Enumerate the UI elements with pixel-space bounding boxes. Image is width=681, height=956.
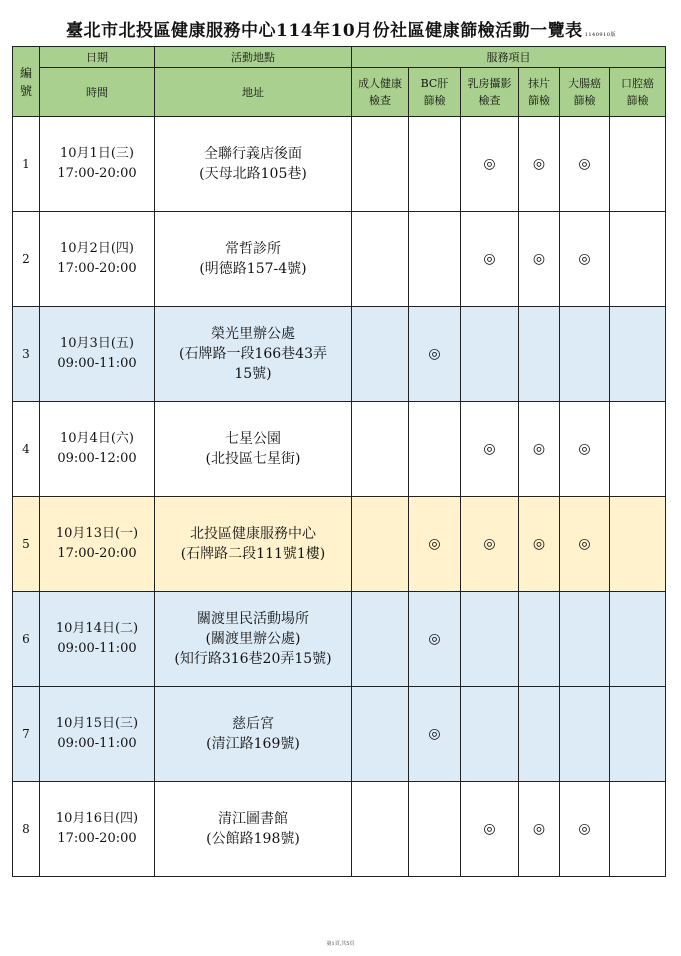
- schedule-rows: [13, 117, 666, 877]
- service-cell-colorectal: [560, 782, 610, 877]
- available-mark-icon: ◎: [483, 821, 496, 837]
- table-row: [13, 782, 666, 877]
- row-venue: [155, 307, 352, 402]
- row-number: 7: [13, 687, 40, 782]
- available-mark-icon: ◎: [578, 441, 591, 457]
- venue-address-line: (北投區七星街): [205, 451, 301, 467]
- row-number: 3: [13, 307, 40, 402]
- service-cell-oral-cancer: [610, 687, 666, 782]
- row-number: 5: [13, 497, 40, 592]
- service-cell-colorectal: [560, 402, 610, 497]
- venue-name: 慈后宮: [232, 716, 274, 732]
- row-number: 4: [13, 402, 40, 497]
- service-cell-adult-checkup: [352, 687, 409, 782]
- row-date: 10月13日(一): [55, 526, 139, 541]
- service-cell-mammography: [461, 687, 519, 782]
- header-date: 日期: [40, 47, 155, 68]
- service-cell-hepatitis-bc: [409, 782, 461, 877]
- table-row: [13, 497, 666, 592]
- available-mark-icon: ◎: [428, 536, 441, 552]
- available-mark-icon: ◎: [428, 346, 441, 362]
- row-date: 10月1日(三): [60, 146, 134, 161]
- venue-name: 榮光里辦公處: [211, 326, 295, 342]
- available-mark-icon: ◎: [483, 251, 496, 267]
- table-row: [13, 592, 666, 687]
- row-time: 17:00-20:00: [57, 546, 137, 561]
- service-cell-adult-checkup: [352, 117, 409, 212]
- header-service-mammography: 乳房攝影檢查: [461, 68, 519, 117]
- row-date: 10月14日(二): [55, 621, 139, 636]
- header-service-hepatitis-bc: BC肝篩檢: [409, 68, 461, 117]
- service-cell-pap-smear: [519, 592, 560, 687]
- row-venue: [155, 117, 352, 212]
- row-datetime: [40, 117, 155, 212]
- available-mark-icon: ◎: [532, 536, 546, 552]
- service-cell-hepatitis-bc: [409, 212, 461, 307]
- service-cell-pap-smear: [519, 402, 560, 497]
- row-venue: [155, 687, 352, 782]
- row-datetime: [40, 782, 155, 877]
- available-mark-icon: ◎: [578, 251, 591, 267]
- service-cell-colorectal: [560, 687, 610, 782]
- service-cell-oral-cancer: [610, 212, 666, 307]
- service-cell-oral-cancer: [610, 782, 666, 877]
- available-mark-icon: ◎: [532, 441, 546, 457]
- service-cell-pap-smear: [519, 307, 560, 402]
- row-date: 10月16日(四): [55, 811, 139, 826]
- service-cell-mammography: [461, 592, 519, 687]
- row-datetime: [40, 497, 155, 592]
- service-cell-adult-checkup: [352, 592, 409, 687]
- row-datetime: [40, 307, 155, 402]
- venue-address-line: (明德路157-4號): [199, 261, 307, 277]
- service-cell-oral-cancer: [610, 592, 666, 687]
- service-cell-oral-cancer: [610, 402, 666, 497]
- venue-address-line: (公館路198號): [206, 831, 300, 847]
- service-cell-pap-smear: [519, 687, 560, 782]
- row-time: 17:00-20:00: [57, 261, 137, 276]
- service-cell-adult-checkup: [352, 782, 409, 877]
- row-number: 8: [13, 782, 40, 877]
- available-mark-icon: ◎: [532, 251, 546, 267]
- available-mark-icon: ◎: [483, 536, 496, 552]
- service-cell-pap-smear: [519, 212, 560, 307]
- service-cell-oral-cancer: [610, 497, 666, 592]
- row-datetime: [40, 402, 155, 497]
- row-number: 2: [13, 212, 40, 307]
- page-footer: 第1頁,共5頁: [326, 941, 355, 947]
- available-mark-icon: ◎: [578, 156, 591, 172]
- row-venue: [155, 497, 352, 592]
- row-venue: [155, 592, 352, 687]
- venue-address-line: (清江路169號): [206, 736, 300, 752]
- available-mark-icon: ◎: [578, 536, 591, 552]
- row-time: 17:00-20:00: [57, 831, 137, 846]
- row-date: 10月15日(三): [55, 716, 139, 731]
- service-cell-adult-checkup: [352, 307, 409, 402]
- header-number: [13, 47, 40, 117]
- schedule-table: [12, 46, 666, 877]
- row-venue: [155, 782, 352, 877]
- table-row: [13, 117, 666, 212]
- service-cell-hepatitis-bc: [409, 307, 461, 402]
- service-cell-mammography: [461, 782, 519, 877]
- venue-address-line: (石牌路一段166巷43弄: [179, 346, 327, 362]
- service-cell-mammography: [461, 497, 519, 592]
- row-date: 10月3日(五): [60, 336, 134, 351]
- row-date: 10月4日(六): [60, 431, 134, 446]
- table-row: [13, 402, 666, 497]
- service-cell-colorectal: [560, 117, 610, 212]
- header-address: 地址: [155, 68, 352, 117]
- service-cell-pap-smear: [519, 497, 560, 592]
- header-service-pap-smear: 抹片篩檢: [519, 68, 560, 117]
- service-cell-oral-cancer: [610, 307, 666, 402]
- service-cell-adult-checkup: [352, 402, 409, 497]
- row-time: 17:00-20:00: [57, 166, 137, 181]
- venue-address-line: (天母北路105巷): [199, 166, 307, 182]
- service-cell-hepatitis-bc: [409, 592, 461, 687]
- header-services: 服務項目: [352, 47, 666, 68]
- venue-address-line: (關渡里辦公處): [205, 631, 301, 647]
- service-cell-colorectal: [560, 212, 610, 307]
- header-time: 時間: [40, 68, 155, 117]
- service-cell-adult-checkup: [352, 497, 409, 592]
- service-cell-mammography: [461, 117, 519, 212]
- service-cell-mammography: [461, 212, 519, 307]
- venue-address-line: (石牌路二段111號1樓): [180, 546, 326, 562]
- service-cell-oral-cancer: [610, 117, 666, 212]
- available-mark-icon: ◎: [532, 821, 546, 837]
- title-text: 臺北市北投區健康服務中心114年10月份社區健康篩檢活動一覽表: [66, 21, 583, 41]
- available-mark-icon: ◎: [483, 441, 496, 457]
- header-service-colorectal: 大腸癌篩檢: [560, 68, 610, 117]
- venue-name: 常哲診所: [225, 241, 281, 257]
- row-date: 10月2日(四): [60, 241, 134, 256]
- row-venue: [155, 212, 352, 307]
- row-time: 09:00-11:00: [57, 736, 137, 751]
- row-datetime: [40, 687, 155, 782]
- available-mark-icon: ◎: [428, 631, 441, 647]
- header-venue: 活動地點: [155, 47, 352, 68]
- service-cell-hepatitis-bc: [409, 117, 461, 212]
- venue-name: 關渡里民活動場所: [197, 611, 309, 627]
- service-cell-adult-checkup: [352, 212, 409, 307]
- row-venue: [155, 402, 352, 497]
- row-datetime: [40, 212, 155, 307]
- service-cell-mammography: [461, 402, 519, 497]
- service-cell-colorectal: [560, 592, 610, 687]
- available-mark-icon: ◎: [428, 726, 441, 742]
- header-number-label: 編號: [19, 65, 32, 98]
- row-time: 09:00-11:00: [57, 356, 137, 371]
- venue-address-line: 15號): [234, 366, 272, 382]
- service-cell-hepatitis-bc: [409, 402, 461, 497]
- service-cell-colorectal: [560, 497, 610, 592]
- venue-name: 清江圖書館: [218, 811, 288, 827]
- service-cell-mammography: [461, 307, 519, 402]
- table-row: [13, 687, 666, 782]
- version-label: 1140910版: [584, 32, 616, 38]
- service-cell-pap-smear: [519, 782, 560, 877]
- service-cell-hepatitis-bc: [409, 687, 461, 782]
- row-number: 1: [13, 117, 40, 212]
- available-mark-icon: ◎: [483, 156, 496, 172]
- service-cell-hepatitis-bc: [409, 497, 461, 592]
- venue-name: 北投區健康服務中心: [190, 526, 316, 542]
- venue-address-line: (知行路316巷20弄15號): [174, 651, 332, 667]
- table-row: [13, 212, 666, 307]
- row-datetime: [40, 592, 155, 687]
- table-row: [13, 307, 666, 402]
- header-service-oral-cancer: 口腔癌篩檢: [610, 68, 666, 117]
- row-number: 6: [13, 592, 40, 687]
- row-time: 09:00-12:00: [57, 451, 137, 466]
- service-cell-colorectal: [560, 307, 610, 402]
- available-mark-icon: ◎: [532, 156, 546, 172]
- header-service-adult-checkup: 成人健康檢查: [352, 68, 409, 117]
- service-cell-pap-smear: [519, 117, 560, 212]
- venue-name: 全聯行義店後面: [204, 146, 302, 162]
- page-title: [12, 16, 670, 41]
- venue-name: 七星公園: [225, 431, 281, 447]
- available-mark-icon: ◎: [578, 821, 591, 837]
- row-time: 09:00-11:00: [57, 641, 137, 656]
